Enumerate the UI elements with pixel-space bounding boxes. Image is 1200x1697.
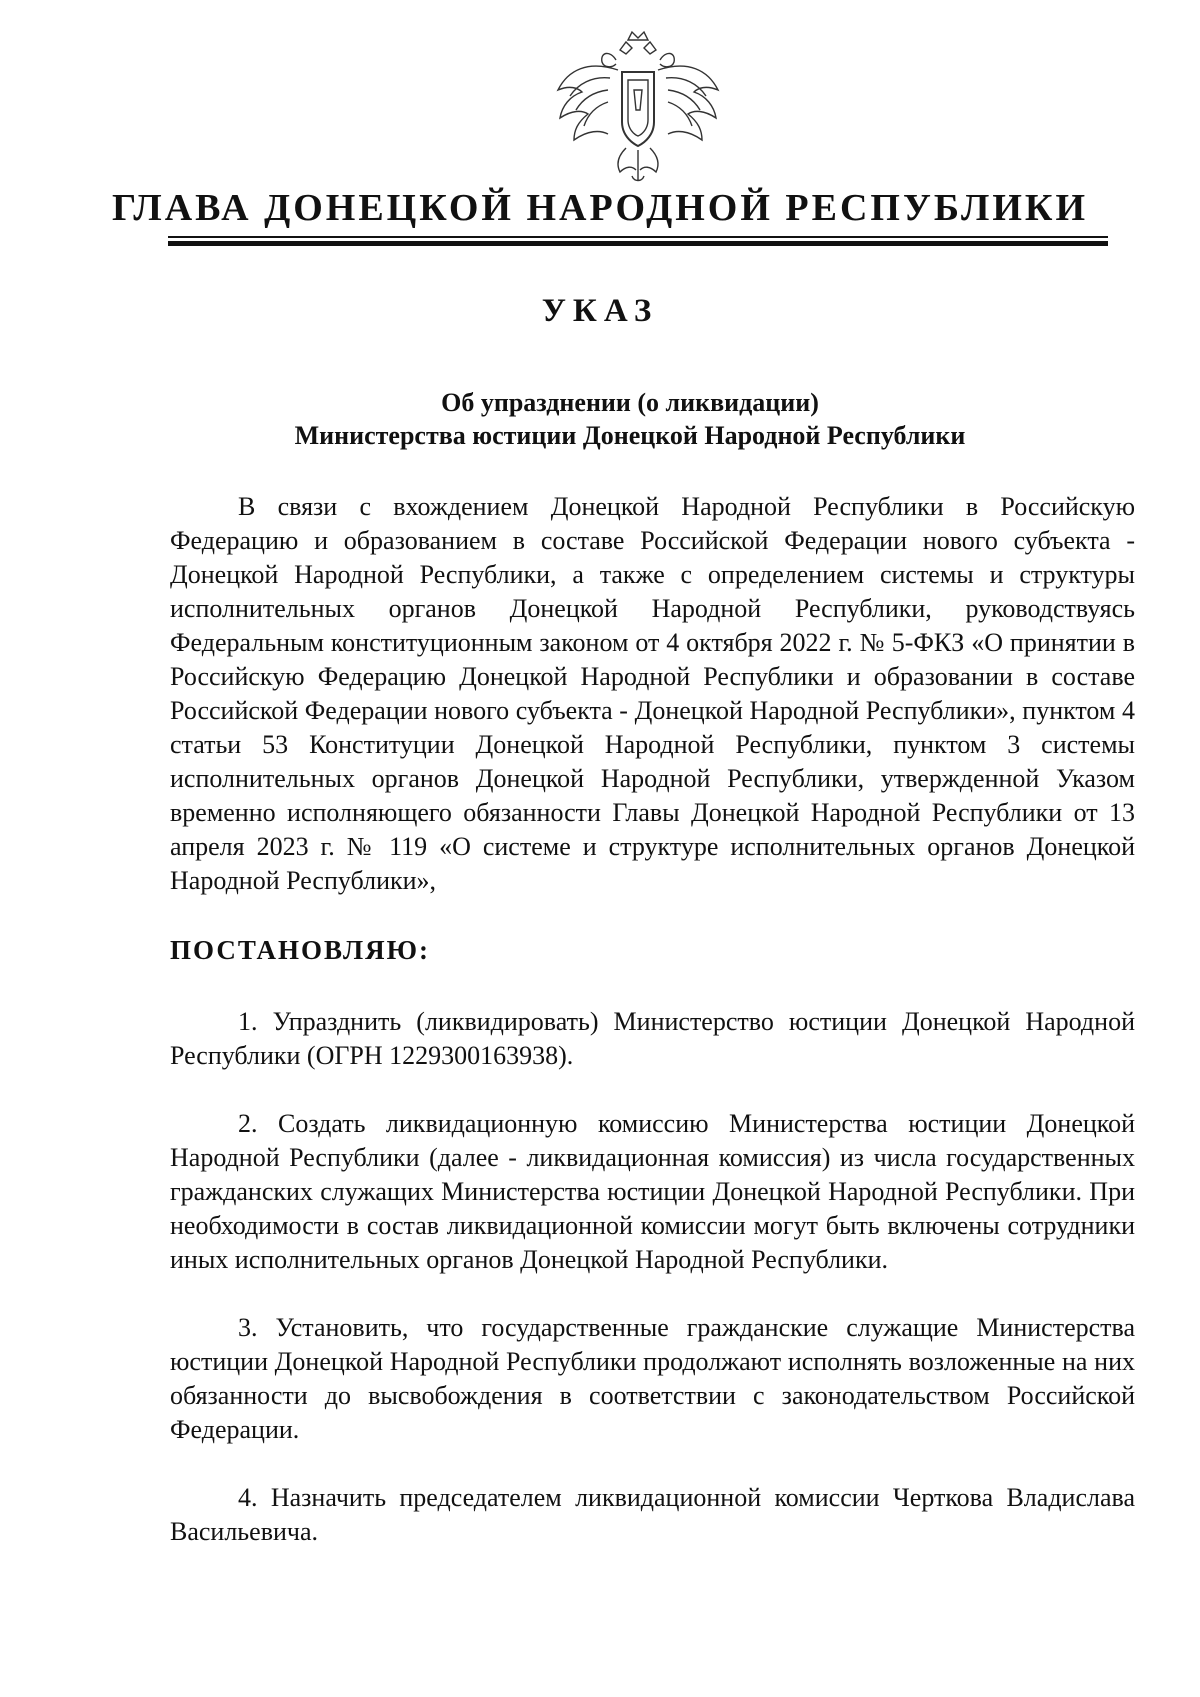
document-type: УКАЗ — [541, 293, 659, 329]
header-rule-thin — [168, 236, 1108, 238]
subject-line-2: Министерства юстиции Донецкой Народной Республики — [294, 421, 966, 450]
issuer-title: ГЛАВА ДОНЕЦКОЙ НАРОДНОЙ РЕСПУБЛИКИ — [111, 187, 1089, 229]
decree-item-4: 4. Назначить председателем ликвидационной комиссии Черткова Владислава Васильевича. — [170, 1483, 1135, 1546]
decree-item-2: 2. Создать ликвидационную комиссию Министерства юстиции Донецкой Народной Республики (далее - ликвидационная комиссия) из числа государственных гражданских служащих Министерства юстиции Донецкой Народной Республики. При необходимости в состав ликвидационной комиссии могут быть включены сотрудники иных исполнительных органов Донецкой Народной Республики. — [170, 1109, 1135, 1274]
resolve-heading: ПОСТАНОВЛЯЮ: — [170, 935, 430, 965]
header-rule-thick — [168, 241, 1108, 246]
decree-items — [170, 1005, 1135, 1583]
subject-line-1: Об упразднении (о ликвидации) — [441, 388, 819, 417]
document-subject — [160, 386, 1100, 452]
double-headed-eagle-emblem-icon — [548, 30, 728, 190]
preamble-paragraph: В связи с вхождением Донецкой Народной Республики в Российскую Федерацию и образованием в составе Российской Федерации нового субъекта - Донецкой Народной Республики, а также с определением системы и структуры исполнительных органов Донецкой Народной Республики, руководствуясь Федеральным конституционным законом от 4 октября 2022 г. № 5-ФКЗ «О принятии в Российскую Федерацию Донецкой Народной Республики и образовании в составе Российской Федерации нового субъекта - Донецкой Народной Республики», пунктом 4 статьи 53 Конституции Донецкой Народной Республики, пунктом 3 системы исполнительных органов Донецкой Народной Республики, утвержденной Указом временно исполняющего обязанности Главы Донецкой Народной Республики от 13 апреля 2023 г. № 119 «О системе и структуре исполнительных органов Донецкой Народной Республики», — [170, 492, 1135, 895]
decree-item-1: 1. Упразднить (ликвидировать) Министерство юстиции Донецкой Народной Республики (ОГРН 1229300163938). — [170, 1007, 1135, 1070]
decree-item-3: 3. Установить, что государственные гражданские служащие Министерства юстиции Донецкой Народной Республики продолжают исполнять возложенные на них обязанности до высвобождения в соответствии с законодательством Российской Федерации. — [170, 1313, 1135, 1444]
